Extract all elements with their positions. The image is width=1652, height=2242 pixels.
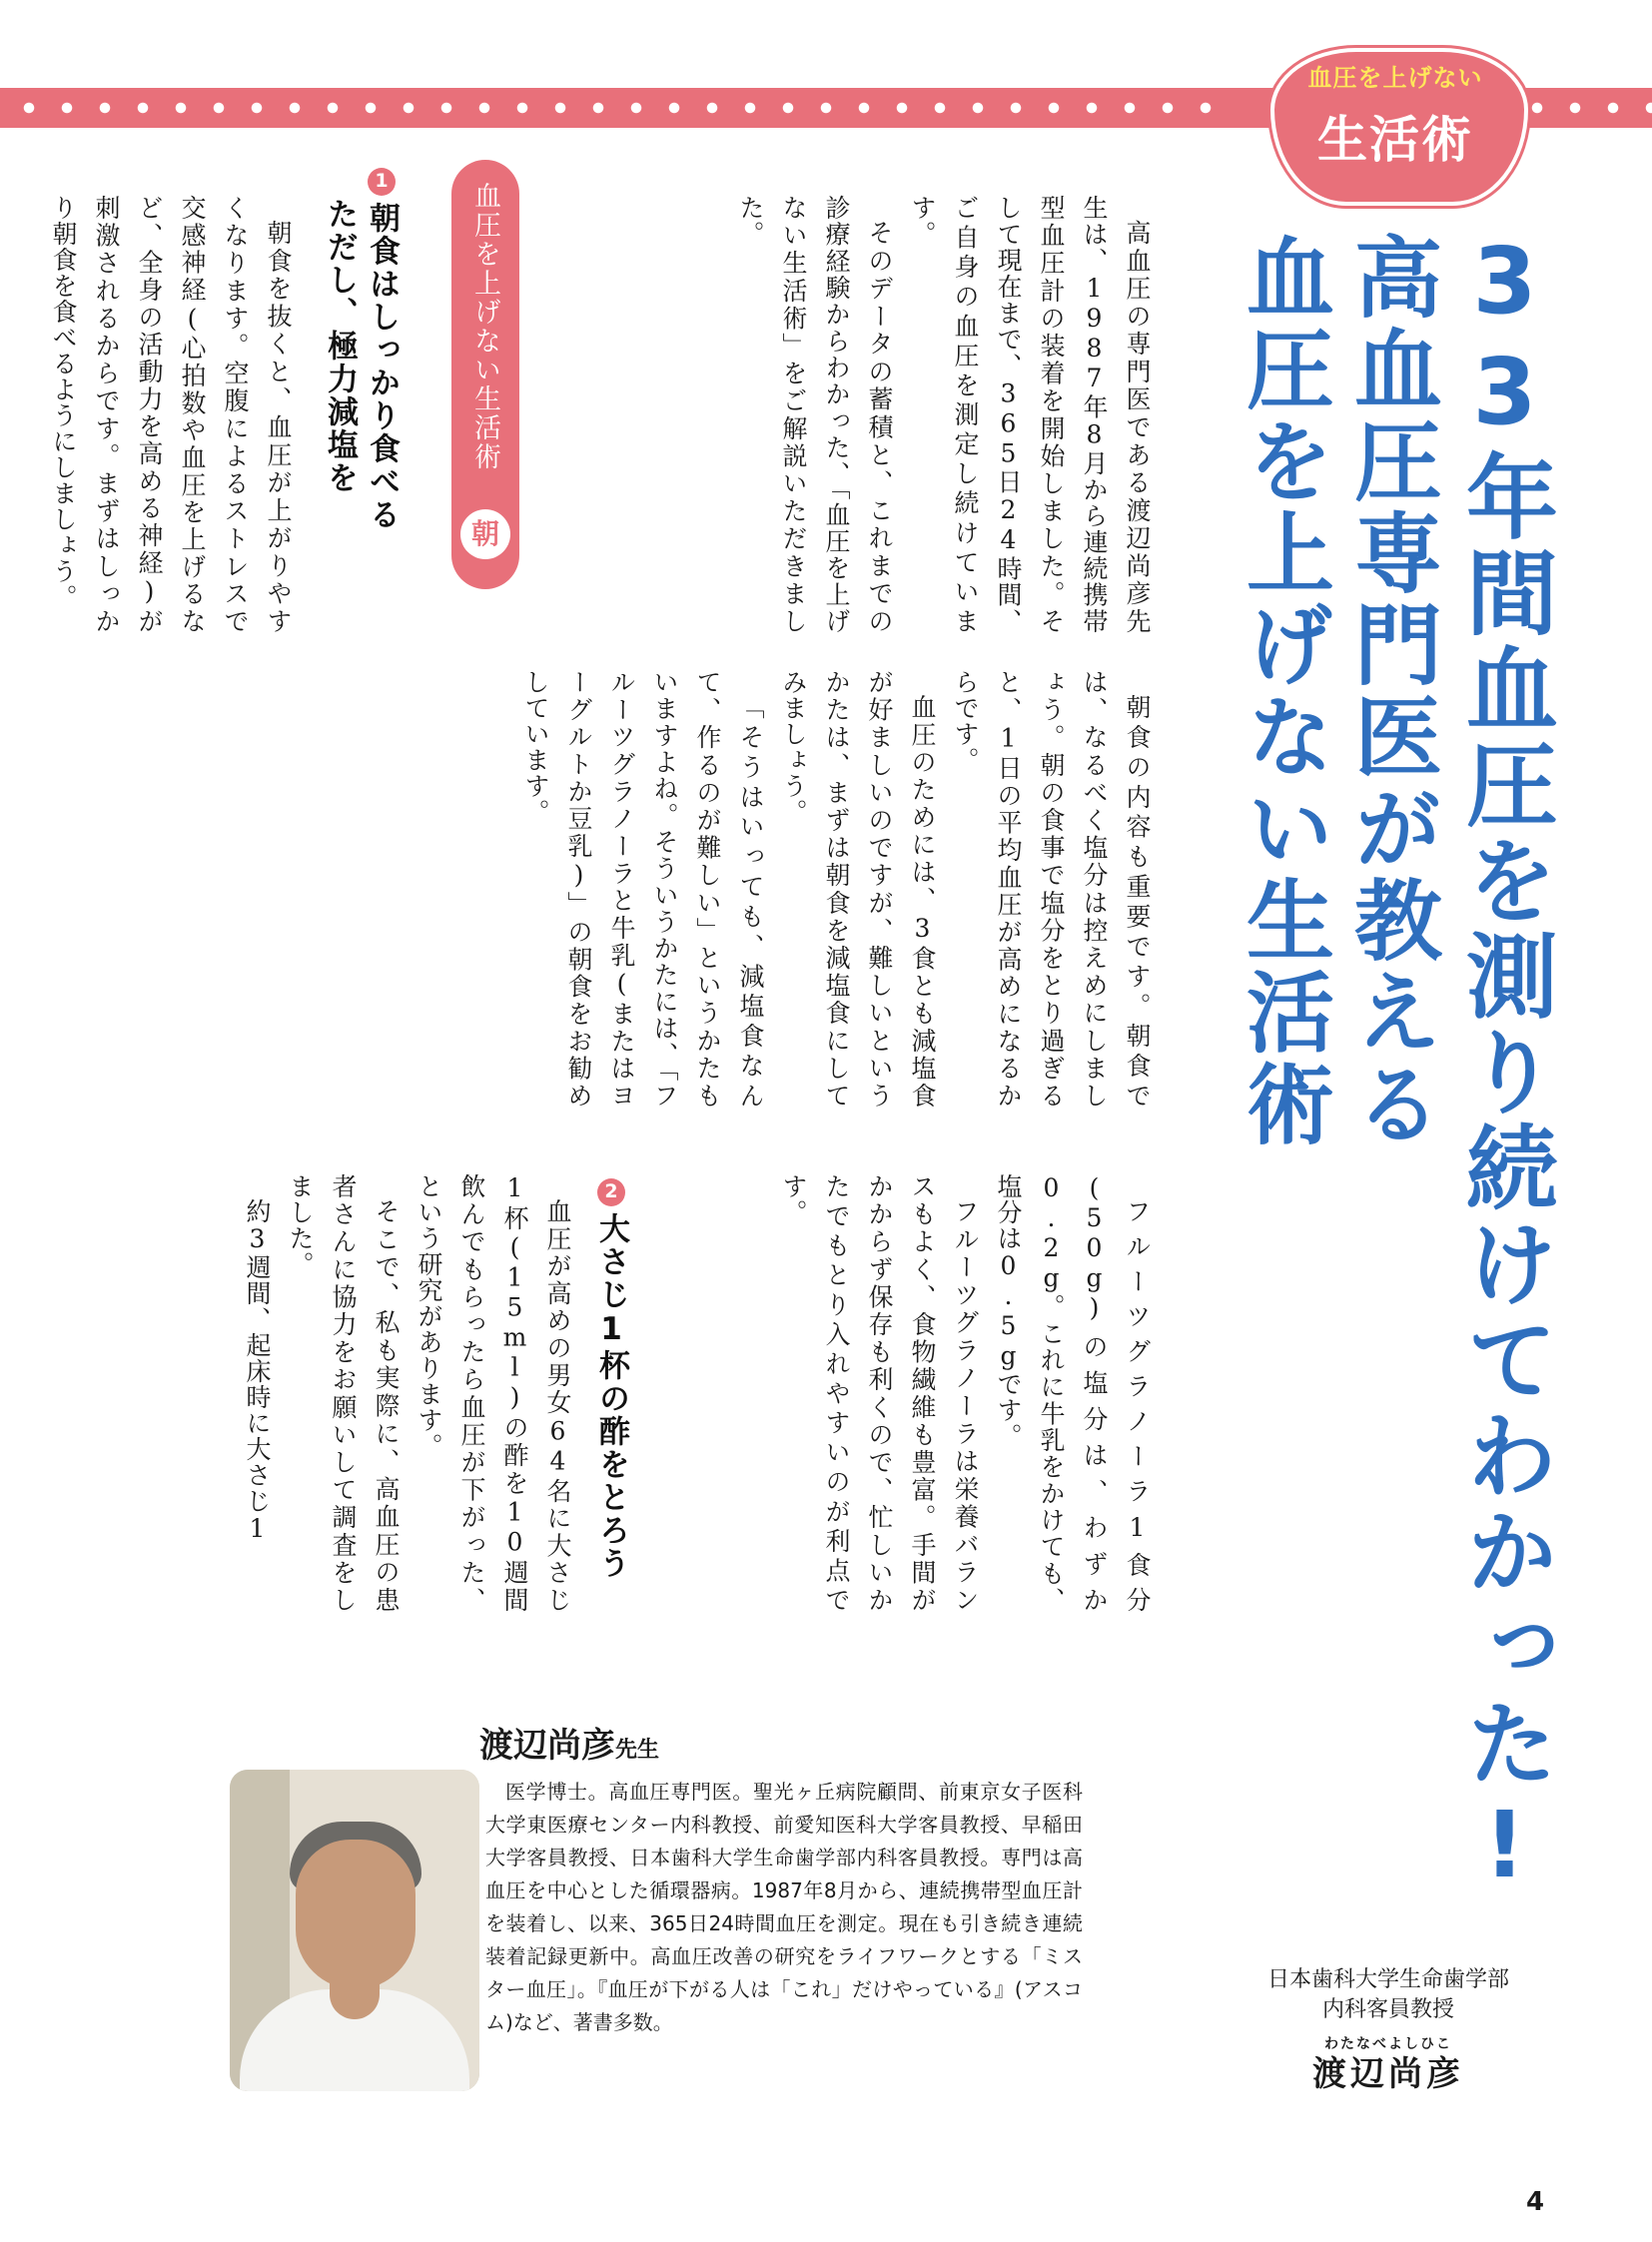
affiliation-name: 渡辺尚彦 (1312, 2054, 1464, 2094)
section2-number: 2 (597, 1178, 625, 1206)
section1-paragraph-5: フルーツグラノーラ1食分(50g)の塩分は、わずか0.2g。これに牛乳をかけても、塩分は0.5gです。 (994, 1173, 1152, 1613)
section1-heading-2: ただし、極力減塩を (322, 198, 358, 494)
section1-number: 1 (368, 168, 396, 196)
badge-main-text: 生活術 (1317, 111, 1473, 169)
badge-top-text: 血圧を上げない (1307, 64, 1483, 92)
profile-bio-text: 医学博士。高血圧専門医。聖光ヶ丘病院顧問、前東京女子医科大学東医療センター内科教授、前愛知医科大学客員教授、早稲田大学客員教授、日本歯科大学生命歯学部内科客員教授。専門は高血圧を中心とした循環器病。1987年8月から、連続携帯型血圧計を装着し、以来、365日24時間血圧を測定。現在も引き続き連続装着記録更新中。高血圧改善の研究をライフワークとする「ミスター血圧」。『血圧が下がる人は「これ」だけやっている』(アスコム)など、著書多数。 (485, 1780, 1083, 2034)
section1-paragraph-1-start: 朝食を抜くと、血圧が上がりやすくなります。空腹によるストレスで交感神経(心拍数や血圧を上げるなど、全身の活動力を高める神経)が刺激されるからです。まずはしっかり朝食を食べるようにしましょう。 (49, 195, 293, 634)
section1-heading (360, 168, 405, 531)
section1-body-top (49, 195, 300, 634)
middle-band-text (140, 669, 1159, 1109)
profile-bio (485, 1776, 1083, 2039)
bottom-band-right (639, 1173, 1159, 1613)
affiliation-line-2: 内科客員教授 (1321, 1997, 1454, 2022)
ribbon-dots (0, 102, 1229, 114)
section1-paragraph-6: フルーツグラノーラは栄養バランスもよく、食物繊維も豊富。手間がかからず保存も利くので、忙しいかたでもとり入れやすいのが利点です。 (779, 1173, 980, 1613)
title-line-2: 高血圧専門医が教える (1340, 232, 1443, 1150)
section1-paragraph-4: 「そうはいっても、減塩食なんて、作るのが難しい」というかたもいますよね。そういうかたには、「フルーツグラノーラと牛乳(またはヨーグルトか豆乳)」の朝食をお勧めしています。 (521, 669, 765, 1109)
section2-heading-text: 大さじ1杯の酢をとろう (593, 1212, 629, 1580)
section-pill-label: 血圧を上げない生活術 (469, 182, 500, 471)
profile-photo (230, 1770, 479, 2091)
intro-text (599, 195, 1159, 634)
profile-name (479, 1718, 659, 1767)
intro-paragraph-1: 高血圧の専門医である渡辺尚彦先生は、1987年8月から連続携帯型血圧計の装着を開始しました。そして現在まで、365日24時間、ご自身の血圧を測定し続けています。 (908, 195, 1152, 634)
morning-circle: 朝 (460, 509, 510, 559)
title-line-3: 血圧を上げない生活術 (1233, 232, 1335, 1150)
profile-name-text: 渡辺尚彦 (479, 1726, 615, 1766)
affiliation-line-1: 日本歯科大学生命歯学部 (1266, 1967, 1509, 1992)
section2-paragraph-2: そこで、私も実際に、高血圧の患者さんに協力をお願いして調査をしました。 (286, 1173, 401, 1613)
affiliation-ruby: わたなべよしひこ (1324, 2036, 1452, 2052)
section1-paragraph-3: 血圧のためには、3食とも減塩食が好ましいのですが、難しいというかたは、まずは朝食を減塩食にしてみましょう。 (779, 669, 937, 1109)
title-line-1: 33年間血圧を測り続けてわかった! (1451, 228, 1558, 1902)
intro-paragraph-2: そのデータの蓄積と、これまでの診療経験からわかった、「血圧を上げない生活術」をご解説いただきました。 (736, 195, 894, 634)
section2-paragraph-1: 血圧が高めの男女64名に大さじ1杯(15ml)の酢を10週間飲んでもらったら血圧が下がった、という研究があります。 (414, 1173, 572, 1613)
section2-paragraph-3: 約3週間、起床時に大さじ1 (243, 1198, 272, 1544)
affiliation-block (1239, 1965, 1538, 2094)
section2-heading (589, 1178, 634, 1580)
section1-paragraph-2: 朝食の内容も重要です。朝食では、なるべく塩分は控えめにしましょう。朝の食事で塩分をとり過ぎると、1日の平均血圧が高めになるからです。 (951, 669, 1152, 1109)
ribbon-dots-right (1518, 102, 1652, 114)
page-number: 4 (1526, 2187, 1545, 2217)
profile-name-suffix: 先生 (615, 1738, 660, 1763)
section1-heading-line1: 朝食はしっかり食べる (364, 202, 400, 531)
section2-body (140, 1173, 579, 1613)
